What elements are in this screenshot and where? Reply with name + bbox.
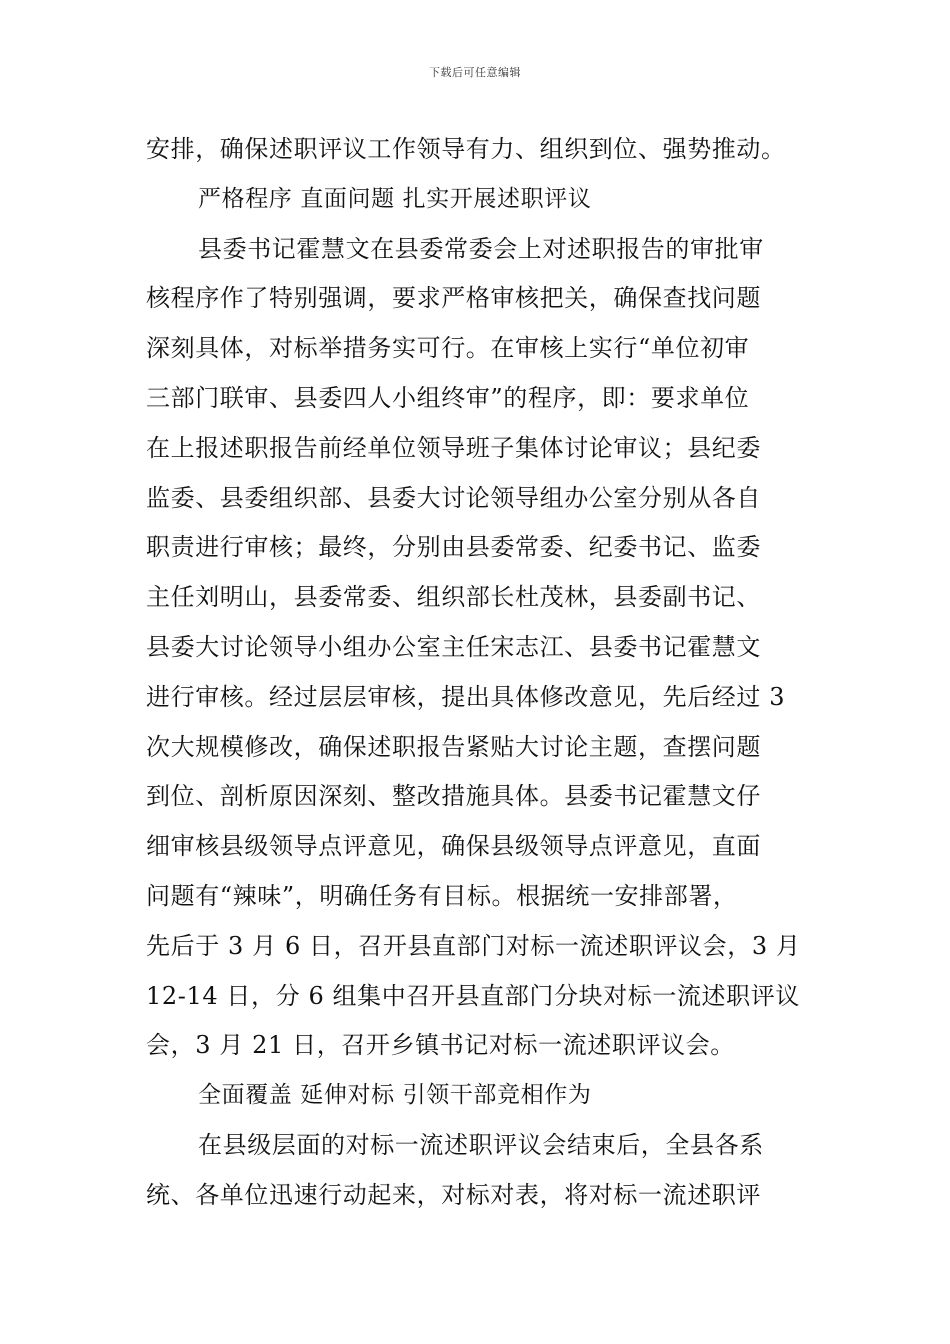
text-line: 在上报述职报告前经单位领导班子集体讨论审议；县纪委 [146, 433, 761, 462]
text-line: 细审核县级领导点评意见，确保县级领导点评意见，直面 [146, 832, 761, 861]
text-line: 到位、剖析原因深刻、整改措施具体。县委书记霍慧文仔 [146, 782, 761, 811]
section-heading: 严格程序 直面问题 扎实开展述职评议 [198, 185, 592, 212]
section-heading: 全面覆盖 延伸对标 引领干部竞相作为 [198, 1082, 592, 1109]
text-line: 安排，确保述职评议工作领导有力、组织到位、强势推动。 [146, 135, 786, 163]
text-line: 县委书记霍慧文在县委常委会上对述职报告的审批审 [198, 234, 764, 263]
text-line: 监委、县委组织部、县委大讨论领导组办公室分别从各自 [146, 483, 761, 512]
text-line: 三部门联审、县委四人小组终审”的程序，即：要求单位 [146, 383, 750, 412]
text-line: 先后于 3 月 6 日，召开县直部门对标一流述职评议会，3 月 [146, 931, 801, 960]
text-line: 进行审核。经过层层审核，提出具体修改意见，先后经过 3 [146, 682, 786, 711]
text-line: 在县级层面的对标一流述职评议会结束后，全县各系 [198, 1130, 764, 1159]
text-line: 核程序作了特别强调，要求严格审核把关，确保查找问题 [146, 284, 761, 313]
text-line: 问题有“辣味”，明确任务有目标。根据统一安排部署， [146, 881, 738, 910]
page-header: 下载后可任意编辑 [429, 66, 521, 79]
text-line: 12-14 日，分 6 组集中召开县直部门分块对标一流述职评议 [146, 981, 800, 1010]
text-line: 次大规模修改，确保述职报告紧贴大讨论主题，查摆问题 [146, 732, 761, 761]
text-line: 主任刘明山，县委常委、组织部长杜茂林，县委副书记、 [146, 583, 761, 612]
text-line: 统、各单位迅速行动起来，对标对表，将对标一流述职评 [146, 1180, 761, 1209]
document-body [146, 125, 810, 1221]
text-line: 深刻具体，对标举措务实可行。在审核上实行“单位初审 [146, 334, 750, 363]
text-line: 会，3 月 21 日，召开乡镇书记对标一流述职评议会。 [146, 1031, 735, 1060]
text-line: 职责进行审核；最终，分别由县委常委、纪委书记、监委 [146, 533, 761, 562]
text-line: 县委大讨论领导小组办公室主任宋志江、县委书记霍慧文 [146, 632, 761, 661]
